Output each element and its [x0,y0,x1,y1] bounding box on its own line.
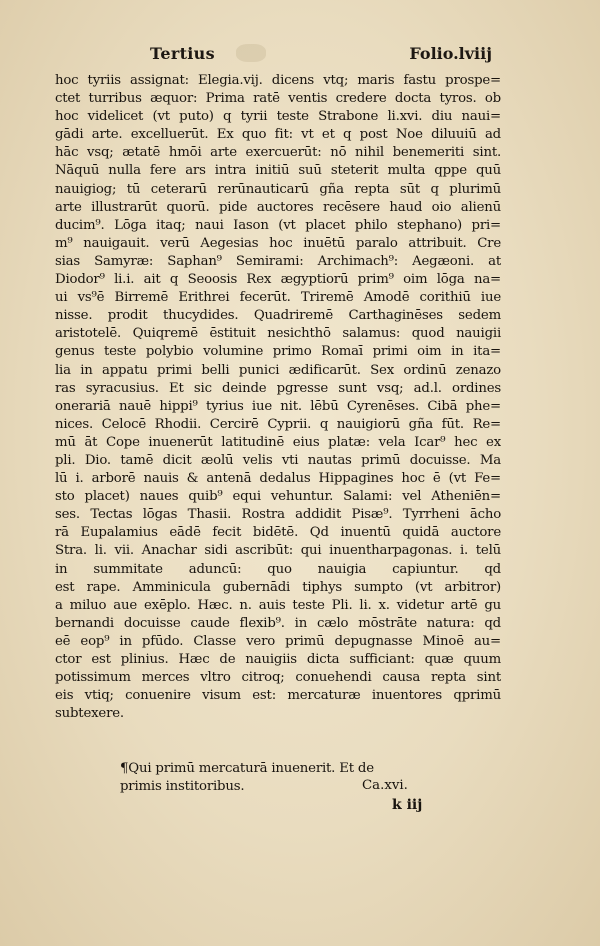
text-line: est rape. Amminicula gubernādi tiphys sumpto (vt arbitror) [55,579,501,595]
text-line: hoc videlicet (vt puto) q tyrii teste Strabone li.xvi. diu naui= [55,109,501,125]
running-title: Tertius [150,44,215,63]
text-line: m⁹ nauigauit. verū Aegesias hoc inuētū paralo attribuit. Cre [55,235,501,251]
text-line: aristotelē. Quiqremē ēstituit nesichthō salamus: quod nauigii [55,326,501,342]
folio-number: Folio.lviij [409,44,492,63]
text-line: lia in appatu primi belli punici ædificarūt. Sex ordinū zenazo [55,362,501,378]
text-line: ses. Tectas lōgas Thasii. Rostra addidit Pisæ⁹. Tyrrheni ācho [55,507,501,523]
chapter-heading-line: ¶Qui primū mercaturā inuenerit. Et de [120,761,374,776]
text-line: hoc tyriis assignat: Elegia.vij. dicens vtq; maris fastu prospe= [55,73,501,88]
text-line: bernandi docuisse caude flexib⁹. in cælo mōstrāte natura: qd [55,615,501,631]
text-line: nauigiog; tū ceterarū rerūnauticarū gña repta sūt q plurimū [55,181,501,197]
page-header [150,44,492,66]
text-line: potissimum merces vltro citroq; conuehendi causa repta sint [55,670,501,686]
text-line: arte illustrarūt quorū. pide auctores recēsere haud oio alienū [55,199,501,215]
text-line: eē eop⁹ in pfūdo. Classe vero primū depugnasse Minoē au= [55,633,501,649]
text-line: onerariā nauē hippi⁹ tyrius iue nit. lēbū Cyrenēses. Cibā phe= [55,398,501,414]
body-text [55,72,501,723]
text-line: mū āt Cope inuenerūt latitudinē eius platæ: vela Icar⁹ hec ex [55,434,501,450]
text-line: gādi arte. excelluerūt. Ex quo fit: vt et q post Noe diluuiū ad [55,127,501,143]
text-line: rā Eupalamius eādē fecit bidētē. Qd inuentū quidā auctore [55,525,501,541]
text-line: ctor est plinius. Hæc de nauigiis dicta sufficiant: quæ quum [55,652,501,667]
text-line: sias Samyræ: Saphan⁹ Semirami: Archimach⁹: Aegæoni. at [55,253,501,269]
text-line: hāc vsq; ætatē hmōi arte exercuerūt: nō nihil benemeriti sint. [55,145,501,161]
text-line: Nāquū nulla fere ars intra initiū suū steterit multa qppe quū [55,163,501,179]
signature-mark: k iij [392,797,423,813]
text-line: ui vs⁹ē Birremē Erithrei fecerūt. Triremē Amodē corithiū iue [55,290,501,306]
text-line: nisse. prodit thucydides. Quadriremē Carthaginēses sedem [55,308,501,324]
chapter-heading-line: primis institoribus. [120,779,245,795]
text-line: sto placet) naues quib⁹ equi vehuntur. Salami: vel Atheniēn= [55,489,501,505]
text-line: pli. Dio. tamē dicit æolū velis vti nautas primū docuisse. Ma [55,452,501,468]
text-line: ducim⁹. Lōga itaq; naui Iason (vt placet philo stephano) pri= [55,217,501,233]
chapter-number: Ca.xvi. [362,778,408,793]
text-line: genus teste polybio volumine primo Romaī primi oim in ita= [55,344,501,360]
text-line: ras syracusius. Et sic deinde pgresse sunt vsq; ad.l. ordines [55,380,501,396]
text-line: in summitate aduncū: quo nauigia capiuntur. qd [55,561,501,577]
text-line: nices. Celocē Rhodii. Cercirē Cyprii. q nauigiorū gña fūt. Re= [55,416,501,432]
text-line: subtexere. [55,706,124,722]
text-line: Diodor⁹ li.i. ait q Seoosis Rex ægyptiorū prim⁹ oim lōga na= [55,272,501,288]
text-line: a miluo aue exēplo. Hæc. n. auis teste Pli. li. x. videtur artē gu [55,597,501,613]
text-line: ctet turribus æquor: Prima ratē ventis credere docta tyros. ob [55,91,501,107]
text-line: eis vtiq; conuenire visum est: mercaturæ inuentores qprimū [55,688,501,704]
text-line: lū i. arborē nauis & antenā dedalus Hippagines hoc ē (vt Fe= [55,471,501,487]
text-line: Stra. li. vii. Anachar sidi ascribūt: qui inuentharpagonas. i. telū [55,543,501,559]
